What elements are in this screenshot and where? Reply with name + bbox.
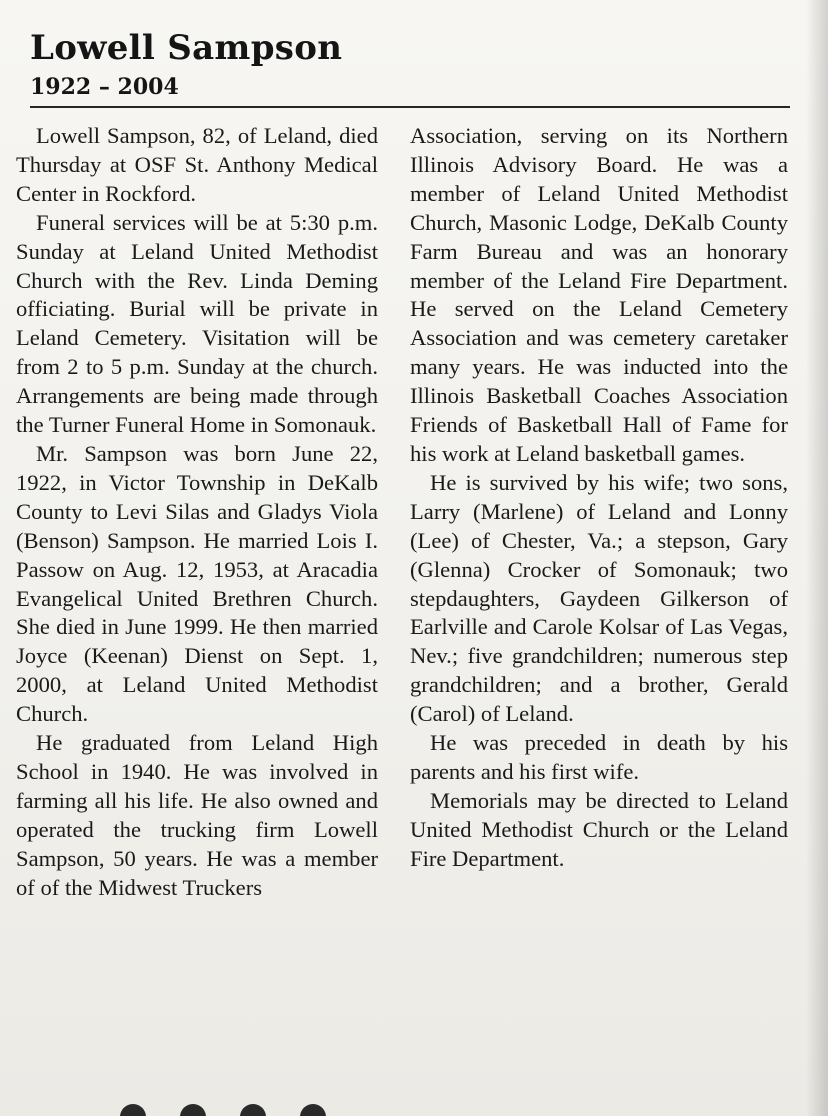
paragraph-preceded: He was preceded in death by his parents and his first wife. — [410, 730, 788, 784]
bleed-through-text — [575, 24, 815, 84]
paragraph-memberships: Association, serving on its Northern Illinois Advisory Board. He was a member of Leland United Methodist Church, Masonic Lodge, DeKalb County Farm Bureau and was an honorary member of the Leland Fire Department. He served on the Leland Cemetery Association and was cemetery caretaker many years. He was inducted into the Illinois Basketball Coaches Association Friends of Basketball Hall of Fame for his work at Leland basketball games. — [410, 123, 788, 466]
page-edge-shadow — [806, 0, 828, 1116]
text-column-left — [16, 122, 378, 902]
paragraph-death-notice: Lowell Sampson, 82, of Leland, died Thursday at OSF St. Anthony Medical Center in Rockford. — [16, 123, 378, 206]
next-article-fragment — [120, 1098, 420, 1116]
paragraph-funeral-services: Funeral services will be at 5:30 p.m. Sunday at Leland United Methodist Church with the Rev. Linda Deming officiating. Burial will be private in Leland Cemetery. Visitation will be from 2 to 5 p.m. Sunday at the church. Arrangements are being made through the Turner Funeral Home in Somonauk. — [16, 209, 378, 438]
obituary-headline: Lowell Sampson — [30, 28, 343, 68]
paragraph-birth-marriage: Mr. Sampson was born June 22, 1922, in Victor Township in DeKalb County to Levi Silas and Gladys Viola (Benson) Sampson. He married Lois I. Passow on Aug. 12, 1953, at Aracadia Evangelical United Brethren Church. She died in June 1999. He then married Joyce (Keenan) Dienst on Sept. 1, 2000, at Leland United Methodist Church. — [16, 440, 378, 727]
obituary-dates: 1922 – 2004 — [30, 74, 179, 100]
paragraph-career: He graduated from Leland High School in 1940. He was involved in farming all his life. He also owned and operated the trucking firm Lowell Sampson, 50 years. He was a member of of the Midwest Truckers — [16, 730, 378, 900]
paragraph-survivors: He is survived by his wife; two sons, Larry (Marlene) of Leland and Lonny (Lee) of Chester, Va.; a stepson, Gary (Glenna) Crocker of Somonauk; two stepdaughters, Gaydeen Gilkerson of Earlville and Carole Kolsar of Las Vegas, Nev.; five grandchildren; numerous step grandchildren; and a brother, Gerald (Carol) of Leland. — [410, 469, 788, 727]
headline-rule — [30, 106, 790, 108]
paragraph-memorials: Memorials may be directed to Leland United Methodist Church or the Leland Fire Department. — [410, 787, 788, 871]
text-column-right — [410, 122, 788, 874]
